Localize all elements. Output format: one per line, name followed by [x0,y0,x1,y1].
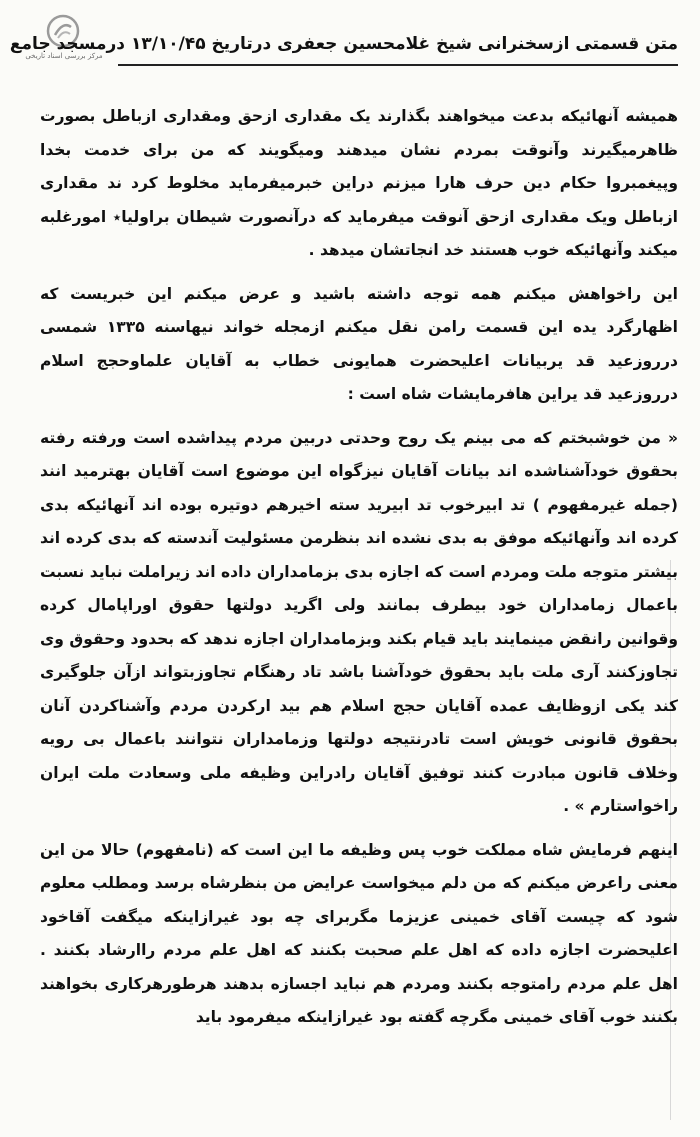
paragraph-request: این راخواهش میکنم همه توجه داشته باشید و عرض میکنم این خبریست که اظهارگرد یده این قسمت رامن نقل میکنم ازمجله خواند نیهاسنه ۱۳۳۵ شمسی درروزعید قد یربیانات اعلیحضرت همایونی خطاب به آقایان علماوحجج اسلام درروزعید قد یراین هافرمایشات شاه است : [40,284,678,403]
document-body [40,100,678,1045]
paragraph-commentary: اینهم فرمایش شاه مملکت خوب پس وظیفه ما این است که (نامفهوم) حالا من این معنی راعرض میکنم که من دلم میخواست عرایض من بنظرشاه برسد ومطلب معلوم شود که چیست آقای خمینی عزیزما مگربرای چه بود غیرازاینکه میگفت آقاخود اعلیحضرت اجازه داده که اهل علم صحبت بکنند که اهل علم مردم راارشاد بکنند . اهل علم مردم رامتوجه بکنند ومردم هم نباید اجسازه بدهند هرطورهرکاری بخواهند بکنند خوب آقای خمینی مگرچه گفته بود غیرازاینکه میفرمود باید [40,840,678,1026]
document-title: متن قسمتی ازسخنرانی شیخ غلامحسین جعفری درتاریخ ۱۳/۱۰/۴۵ درمسجد جامع [9,34,678,54]
title-underline [118,64,678,66]
logo-caption: مرکز بررسی اسناد تاریخی [25,52,103,60]
paragraph-intro: همیشه آنهائیکه بدعت میخواهند بگذارند یک مقداری ازحق ومقداری ازباطل بصورت ظاهرمیگیرند وآنوقت بمردم نشان میدهند ومیگویند که من برای خدمت بخدا وپیغمبروا حکام دین حرف هارا میزنم دراین خبرمیفرماید مخلوط کرد ند مقداری ازباطل ویک مقداری ازحق آنوقت میفرماید که درآنصورت شیطان براولیا٭ امورغلبه میکند وآنهائیکه خوب هستند خد انجاتشان میدهد . [40,107,678,259]
paragraph-quote: « من خوشبختم که می بینم یک روح وحدتی دربین مردم پیداشده است ورفته رفته بحقوق خودآشناشده اند بیانات آقایان نیزگواه این موضوع است آقایان بهترمید انند (جمله غیرمفهوم ) تد ابیرخوب تد ابیرید سته اخیرهم دوتیره بوده اند آنهائیکه بدی کرده اند وآنهائیکه موفق به بدی نشده اند بنظرمن مسئولیت آندسته که بدی کرده اند بیشتر متوجه ملت ومردم است که اجازه بدی بزمامداران داده اند زیراملت نباید نسبت باعمال زمامداران خود بیطرف بمانند ولی اگرید دولتها حقوق اوراپامال کرده وقوانین رانقض مینمایند باید قیام بکند وبزمامداران اجازه ندهد که بحدود وحقوق وی تجاوزکنند آری ملت باید بحقوق خودآشنا باشد تاد رهنگام تجاوزبتواند ازآن جلوگیری کند یکی ازوظایف عمده آقایان حجج اسلام هم بید ارکردن مردم وآشناکردن آنان بحقوق قانونی خویش است تادرنتیجه دولتها وزمامداران نتوانند باعمال بی رویه وخلاف قانون مبادرت کنند توفیق آقایان رادراین وظیفه ملی وسعادت ملت ایران راخواستارم » . [40,428,678,815]
